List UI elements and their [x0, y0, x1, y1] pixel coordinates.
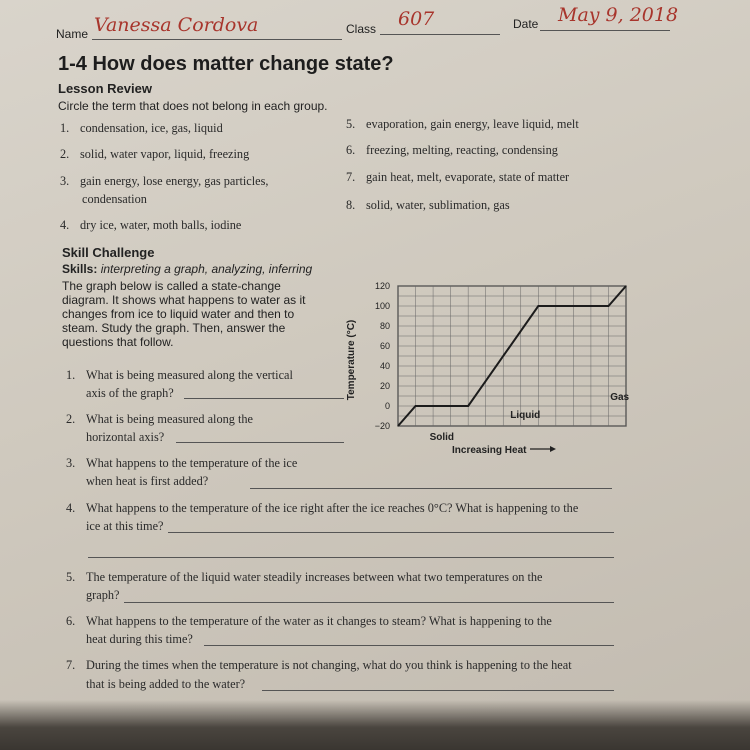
chart-y-tick-label: 0: [384, 401, 390, 411]
review-item-5: [346, 117, 579, 132]
review-item-text: solid, water vapor, liquid, freezing: [80, 147, 250, 161]
question-6-continued: heat during this time?: [86, 632, 193, 646]
answer-line-4b[interactable]: [88, 557, 614, 558]
question-number: 6.: [66, 614, 76, 628]
review-item-3-continued: condensation: [82, 192, 147, 206]
chart-y-tick-label: 100: [374, 301, 390, 311]
name-value: Vanessa Cordova: [94, 14, 259, 36]
name-label: Name: [56, 27, 89, 41]
review-item-number: 2.: [60, 147, 70, 161]
review-item-text: dry ice, water, moth balls, iodine: [80, 218, 242, 232]
answer-line-5[interactable]: [124, 602, 614, 603]
skill-intro-line: questions that follow.: [62, 335, 174, 349]
date-label: Date: [513, 17, 539, 31]
chart-x-axis-label: Increasing Heat: [452, 445, 527, 456]
question-number: 4.: [66, 501, 76, 515]
question-7-continued: that is being added to the water?: [86, 677, 246, 691]
question-text: What happens to the temperature of the ice right after the ice reaches 0°C? What is happening to the: [86, 501, 579, 515]
review-item-text: solid, water, sublimation, gas: [366, 198, 510, 212]
question-number: 3.: [66, 456, 76, 470]
chart-region-label-liquid: Liquid: [510, 410, 541, 421]
chart-y-tick-label: 20: [379, 381, 390, 391]
chart-y-tick-label: 80: [379, 321, 390, 331]
review-item-7: [346, 170, 569, 185]
state-change-chart: [336, 276, 636, 456]
review-item-number: 6.: [346, 143, 356, 157]
chart-y-tick-label: 40: [379, 361, 390, 371]
review-item-text: evaporation, gain energy, leave liquid, melt: [366, 117, 579, 131]
date-value: May 9, 2018: [558, 4, 679, 26]
question-3-continued: when heat is first added?: [86, 474, 209, 488]
answer-line-4a[interactable]: [168, 532, 614, 533]
chart-x-axis-label-group: [452, 445, 556, 456]
page-shadow-edge: [0, 700, 750, 750]
question-6: [66, 614, 552, 629]
review-item-text: gain energy, lose energy, gas particles,: [80, 174, 269, 188]
question-7: [66, 658, 572, 673]
review-item-number: 4.: [60, 218, 70, 232]
class-line: [380, 34, 500, 35]
review-item-number: 3.: [60, 174, 70, 188]
question-2-continued: horizontal axis?: [86, 430, 165, 444]
question-text: What happens to the temperature of the ice: [86, 456, 298, 470]
skill-intro-line: diagram. It shows what happens to water as it: [62, 293, 306, 307]
answer-line-2[interactable]: [176, 442, 344, 443]
answer-line-6[interactable]: [204, 645, 614, 646]
chart-y-tick-label: 120: [374, 281, 390, 291]
chart-region-label-solid: Solid: [429, 432, 455, 443]
chart-region-labels: [430, 392, 630, 443]
class-value: 607: [398, 8, 435, 30]
question-text: What happens to the temperature of the water as it changes to steam? What is happening to the: [86, 614, 552, 628]
name-line: [92, 39, 342, 40]
chart-y-axis-label: Temperature (°C): [346, 319, 357, 401]
review-item-number: 1.: [60, 121, 70, 135]
skills-text: interpreting a graph, analyzing, inferring: [100, 262, 313, 276]
skill-intro-line: The graph below is called a state-change: [62, 279, 281, 293]
lesson-review-instruction: Circle the term that does not belong in each group.: [58, 99, 328, 113]
question-text: What is being measured along the vertical: [86, 368, 293, 382]
review-item-8: [346, 198, 510, 213]
review-item-2: [60, 147, 249, 162]
chart-y-tick-label: −20: [374, 421, 390, 431]
question-3: [66, 456, 297, 471]
skill-challenge-heading: Skill Challenge: [62, 245, 155, 260]
question-1-continued: axis of the graph?: [86, 386, 174, 400]
question-5-continued: graph?: [86, 588, 120, 602]
skill-intro-line: steam. Study the graph. Then, answer the: [62, 321, 286, 335]
date-line: [540, 30, 670, 31]
chart-x-arrow-icon: [550, 446, 556, 452]
skills-label: Skills:: [62, 262, 98, 276]
chart-y-ticks: [375, 281, 390, 431]
answer-line-7[interactable]: [262, 690, 614, 691]
question-text: What is being measured along the: [86, 412, 253, 426]
question-number: 2.: [66, 412, 76, 426]
question-4: [66, 501, 578, 516]
question-number: 7.: [66, 658, 76, 672]
review-item-text: condensation, ice, gas, liquid: [80, 121, 223, 135]
review-item-number: 5.: [346, 117, 356, 131]
skills-line: [62, 262, 312, 276]
review-item-number: 8.: [346, 198, 356, 212]
answer-line-3[interactable]: [250, 488, 612, 489]
question-4-continued: ice at this time?: [86, 519, 164, 533]
page-title: 1-4 How does matter change state?: [58, 53, 394, 75]
chart-y-tick-label: 60: [379, 341, 390, 351]
review-item-6: [346, 143, 558, 158]
review-item-number: 7.: [346, 170, 356, 184]
question-number: 1.: [66, 368, 76, 382]
review-item-1: [60, 121, 223, 136]
question-2: [66, 412, 253, 427]
question-text: During the times when the temperature is not changing, what do you think is happening to the heat: [86, 658, 572, 672]
review-item-4: [60, 218, 241, 233]
class-label: Class: [346, 22, 377, 36]
lesson-review-heading: Lesson Review: [58, 81, 152, 96]
question-text: The temperature of the liquid water steadily increases between what two temperatures on the: [86, 570, 543, 584]
skill-intro: [62, 279, 305, 349]
review-item-text: freezing, melting, reacting, condensing: [366, 143, 558, 157]
question-1: [66, 368, 293, 383]
review-item-3: [60, 174, 269, 189]
answer-line-1[interactable]: [184, 398, 344, 399]
skill-intro-line: changes from ice to liquid water and then to: [62, 307, 295, 321]
question-number: 5.: [66, 570, 76, 584]
chart-region-label-gas: Gas: [610, 392, 630, 403]
question-5: [66, 570, 543, 585]
review-item-text: gain heat, melt, evaporate, state of matter: [366, 170, 570, 184]
